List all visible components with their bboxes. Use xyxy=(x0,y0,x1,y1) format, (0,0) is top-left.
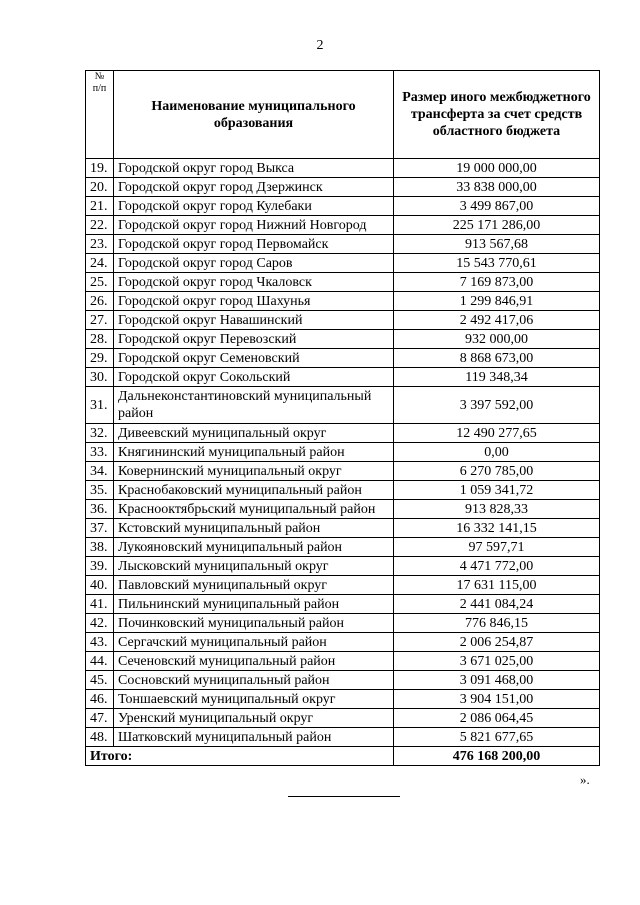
transfer-table xyxy=(85,70,600,766)
row-number: 28. xyxy=(86,330,114,349)
transfer-amount: 15 543 770,61 xyxy=(394,254,600,273)
header-municipality-name: Наименование муниципального образования xyxy=(114,71,394,159)
table-row xyxy=(86,387,600,424)
municipality-name: Павловский муниципальный округ xyxy=(114,576,394,595)
municipality-name: Сеченовский муниципальный район xyxy=(114,652,394,671)
municipality-name: Городской округ Семеновский xyxy=(114,349,394,368)
transfer-amount: 3 499 867,00 xyxy=(394,197,600,216)
table-row xyxy=(86,652,600,671)
municipality-name: Городской округ город Выкса xyxy=(114,159,394,178)
municipality-name: Дивеевский муниципальный округ xyxy=(114,424,394,443)
row-number: 35. xyxy=(86,481,114,500)
municipality-name: Тоншаевский муниципальный округ xyxy=(114,690,394,709)
table-row xyxy=(86,538,600,557)
municipality-name: Сергачский муниципальный район xyxy=(114,633,394,652)
transfer-amount: 33 838 000,00 xyxy=(394,178,600,197)
transfer-amount: 5 821 677,65 xyxy=(394,728,600,747)
municipality-name: Городской округ Сокольский xyxy=(114,368,394,387)
municipality-name: Пильнинский муниципальный район xyxy=(114,595,394,614)
municipality-name: Городской округ город Кулебаки xyxy=(114,197,394,216)
table-row xyxy=(86,633,600,652)
row-number: 30. xyxy=(86,368,114,387)
municipality-name: Уренский муниципальный округ xyxy=(114,709,394,728)
municipality-name: Ковернинский муниципальный округ xyxy=(114,462,394,481)
transfer-amount: 97 597,71 xyxy=(394,538,600,557)
transfer-amount: 1 299 846,91 xyxy=(394,292,600,311)
municipality-name: Дальнеконстантиновский муниципальный район xyxy=(114,387,394,424)
municipality-name: Городской округ город Первомайск xyxy=(114,235,394,254)
row-number: 29. xyxy=(86,349,114,368)
table-row xyxy=(86,178,600,197)
table-row xyxy=(86,557,600,576)
municipality-name: Краснооктябрьский муниципальный район xyxy=(114,500,394,519)
transfer-amount: 1 059 341,72 xyxy=(394,481,600,500)
transfer-amount: 2 006 254,87 xyxy=(394,633,600,652)
row-number: 44. xyxy=(86,652,114,671)
table-row xyxy=(86,728,600,747)
transfer-amount: 2 441 084,24 xyxy=(394,595,600,614)
table-row xyxy=(86,292,600,311)
table-row xyxy=(86,311,600,330)
table-row xyxy=(86,671,600,690)
transfer-amount: 16 332 141,15 xyxy=(394,519,600,538)
header-number: № п/п xyxy=(86,71,114,159)
transfer-amount: 225 171 286,00 xyxy=(394,216,600,235)
municipality-name: Краснобаковский муниципальный район xyxy=(114,481,394,500)
row-number: 31. xyxy=(86,387,114,424)
row-number: 20. xyxy=(86,178,114,197)
transfer-amount: 6 270 785,00 xyxy=(394,462,600,481)
table-row xyxy=(86,595,600,614)
row-number: 37. xyxy=(86,519,114,538)
table-row xyxy=(86,197,600,216)
row-number: 34. xyxy=(86,462,114,481)
transfer-amount: 119 348,34 xyxy=(394,368,600,387)
table-row xyxy=(86,424,600,443)
table-row xyxy=(86,330,600,349)
municipality-name: Лукояновский муниципальный район xyxy=(114,538,394,557)
table-row xyxy=(86,273,600,292)
row-number: 21. xyxy=(86,197,114,216)
row-number: 25. xyxy=(86,273,114,292)
transfer-amount: 17 631 115,00 xyxy=(394,576,600,595)
table-row xyxy=(86,368,600,387)
municipality-name: Городской округ Перевозский xyxy=(114,330,394,349)
row-number: 47. xyxy=(86,709,114,728)
row-number: 45. xyxy=(86,671,114,690)
table-row xyxy=(86,519,600,538)
municipality-name: Лысковский муниципальный округ xyxy=(114,557,394,576)
table-row xyxy=(86,349,600,368)
row-number: 48. xyxy=(86,728,114,747)
municipality-name: Городской округ город Саров xyxy=(114,254,394,273)
transfer-amount: 776 846,15 xyxy=(394,614,600,633)
row-number: 41. xyxy=(86,595,114,614)
transfer-amount: 4 471 772,00 xyxy=(394,557,600,576)
transfer-amount: 7 169 873,00 xyxy=(394,273,600,292)
row-number: 46. xyxy=(86,690,114,709)
closing-quote-mark: ». xyxy=(580,772,590,787)
row-number: 26. xyxy=(86,292,114,311)
municipality-name: Городской округ город Чкаловск xyxy=(114,273,394,292)
row-number: 36. xyxy=(86,500,114,519)
table-row xyxy=(86,216,600,235)
municipality-name: Городской округ город Дзержинск xyxy=(114,178,394,197)
municipality-name: Городской округ город Нижний Новгород xyxy=(114,216,394,235)
table-header-row xyxy=(86,71,600,159)
municipality-name: Княгининский муниципальный район xyxy=(114,443,394,462)
total-label: Итого: xyxy=(86,747,394,766)
row-number: 38. xyxy=(86,538,114,557)
row-number: 19. xyxy=(86,159,114,178)
table-row xyxy=(86,690,600,709)
row-number: 27. xyxy=(86,311,114,330)
table-row xyxy=(86,254,600,273)
row-number: 39. xyxy=(86,557,114,576)
transfer-amount: 3 397 592,00 xyxy=(394,387,600,424)
table-row xyxy=(86,462,600,481)
row-number: 40. xyxy=(86,576,114,595)
row-number: 32. xyxy=(86,424,114,443)
transfer-amount: 8 868 673,00 xyxy=(394,349,600,368)
total-row xyxy=(86,747,600,766)
transfer-amount: 2 086 064,45 xyxy=(394,709,600,728)
row-number: 23. xyxy=(86,235,114,254)
table-row xyxy=(86,235,600,254)
row-number: 33. xyxy=(86,443,114,462)
transfer-amount: 3 091 468,00 xyxy=(394,671,600,690)
transfer-amount: 12 490 277,65 xyxy=(394,424,600,443)
transfer-amount: 19 000 000,00 xyxy=(394,159,600,178)
table-body xyxy=(86,159,600,766)
header-transfer-amount: Размер иного межбюджетного трансферта за счет средств областного бюджета xyxy=(394,71,600,159)
table-row xyxy=(86,709,600,728)
table-row xyxy=(86,614,600,633)
municipality-name: Починковский муниципальный район xyxy=(114,614,394,633)
transfer-amount: 0,00 xyxy=(394,443,600,462)
municipality-name: Шатковский муниципальный район xyxy=(114,728,394,747)
closing-divider-line xyxy=(288,796,400,797)
row-number: 24. xyxy=(86,254,114,273)
transfer-amount: 913 567,68 xyxy=(394,235,600,254)
total-amount: 476 168 200,00 xyxy=(394,747,600,766)
table-row xyxy=(86,500,600,519)
transfer-amount: 2 492 417,06 xyxy=(394,311,600,330)
table-row xyxy=(86,576,600,595)
transfer-amount: 3 671 025,00 xyxy=(394,652,600,671)
table-row xyxy=(86,443,600,462)
row-number: 22. xyxy=(86,216,114,235)
row-number: 43. xyxy=(86,633,114,652)
municipality-name: Кстовский муниципальный район xyxy=(114,519,394,538)
row-number: 42. xyxy=(86,614,114,633)
municipality-name: Сосновский муниципальный район xyxy=(114,671,394,690)
transfer-amount: 913 828,33 xyxy=(394,500,600,519)
transfer-amount: 3 904 151,00 xyxy=(394,690,600,709)
table-row xyxy=(86,481,600,500)
transfer-amount: 932 000,00 xyxy=(394,330,600,349)
municipality-name: Городской округ Навашинский xyxy=(114,311,394,330)
table-row xyxy=(86,159,600,178)
municipality-name: Городской округ город Шахунья xyxy=(114,292,394,311)
page-number: 2 xyxy=(316,38,324,53)
